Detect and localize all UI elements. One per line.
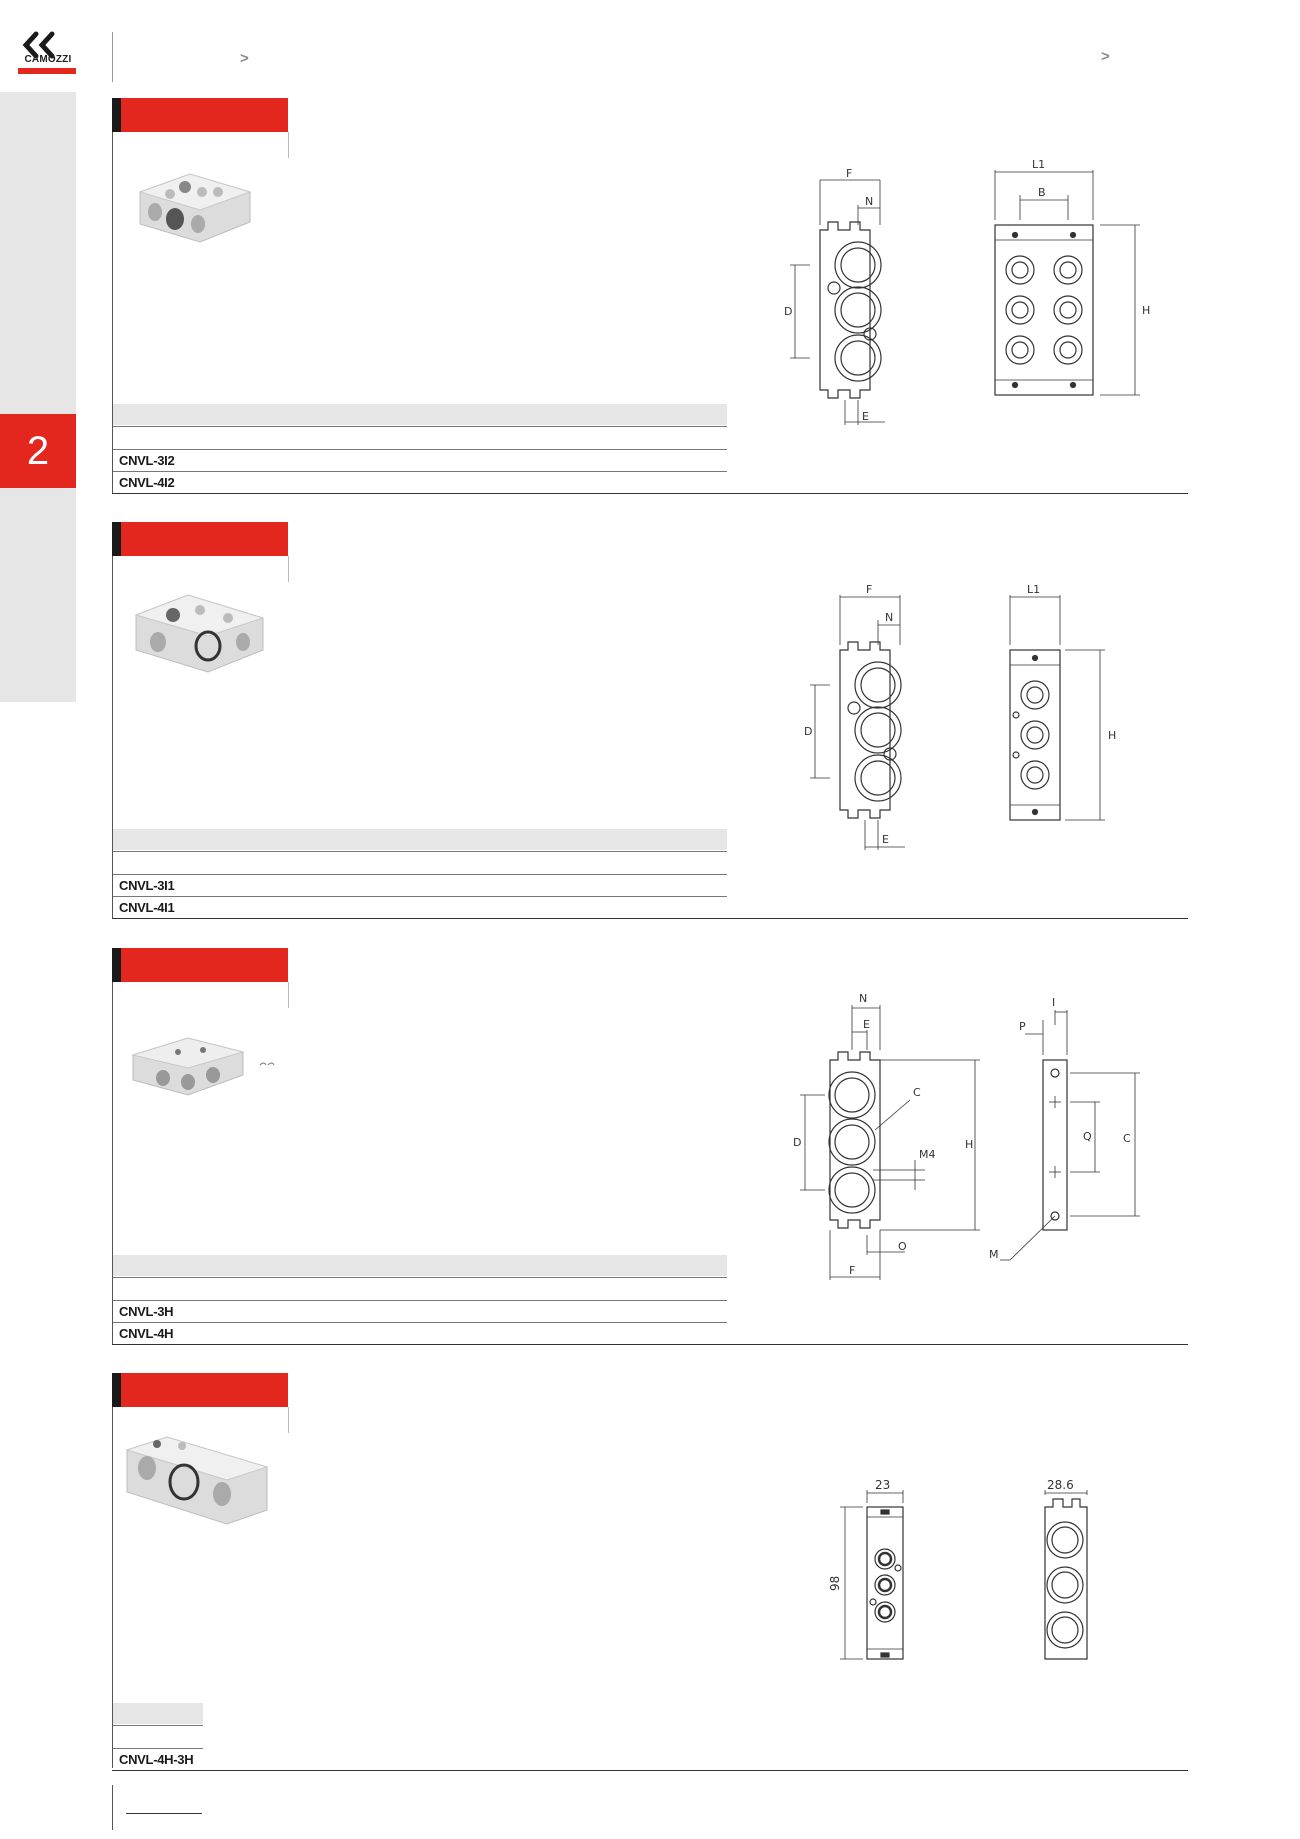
section-2-table-line xyxy=(113,874,727,875)
dim-label-i: I xyxy=(1052,996,1056,1009)
section-1-table-line xyxy=(113,449,727,450)
section-3-product-photo xyxy=(128,1030,278,1100)
section-2-table-header xyxy=(113,829,727,850)
section-3-table-header xyxy=(113,1255,727,1276)
section-1-table-header xyxy=(113,404,727,425)
section-1-product-photo xyxy=(130,162,260,257)
dim-label-e: E xyxy=(863,1018,870,1031)
section-4-product-photo xyxy=(122,1432,272,1532)
section-2-row-2: CNVL-4I1 xyxy=(119,900,175,915)
dim-label-l1: L1 xyxy=(1027,583,1041,596)
dim-label-p: P xyxy=(1019,1020,1026,1033)
section-4-table-line xyxy=(113,1725,203,1726)
section-1-table-line xyxy=(113,471,727,472)
section-1-technical-drawing xyxy=(770,150,1160,450)
section-3-vline xyxy=(112,948,113,1344)
section-3-table-line xyxy=(113,1322,727,1323)
footer-rule xyxy=(126,1813,202,1814)
section-3-table-line xyxy=(113,1277,727,1278)
dim-label-98: 98 xyxy=(828,1575,842,1591)
section-3-technical-drawing xyxy=(765,990,1165,1300)
dim-label-c2: C xyxy=(1123,1132,1131,1145)
section-4-table-line xyxy=(113,1748,203,1749)
dim-label-f: F xyxy=(866,583,873,596)
section-4-bottom-rule xyxy=(112,1770,1188,1771)
dim-label-e: E xyxy=(862,410,869,423)
section-4-table-header xyxy=(113,1703,203,1724)
brand-bar xyxy=(18,68,76,74)
dim-label-f: F xyxy=(846,167,853,180)
section-2-technical-drawing xyxy=(790,575,1130,855)
section-3-title-bar xyxy=(112,948,288,982)
section-1-bottom-rule xyxy=(112,493,1188,494)
dim-label-e: E xyxy=(882,833,889,846)
section-1-row-1: CNVL-3I2 xyxy=(119,453,175,468)
section-2-vline xyxy=(112,522,113,918)
section-2-title-bar xyxy=(112,522,288,556)
section-2-table-line xyxy=(113,896,727,897)
dim-label-c: C xyxy=(913,1086,921,1099)
header-divider xyxy=(112,32,113,82)
section-3-row-1: CNVL-3H xyxy=(119,1304,174,1319)
section-4-title-border xyxy=(288,1407,289,1433)
section-2-table-line xyxy=(113,851,727,852)
breadcrumb-chevron-left[interactable]: > xyxy=(240,50,249,67)
dim-label-n: N xyxy=(885,611,894,624)
dim-label-n: N xyxy=(865,195,874,208)
section-1-row-2: CNVL-4I2 xyxy=(119,475,175,490)
dim-label-23: 23 xyxy=(875,1478,891,1492)
dim-label-l1: L1 xyxy=(1032,158,1046,171)
brand-name: CAMOZZI xyxy=(24,54,72,65)
section-1-table-line xyxy=(113,426,727,427)
section-4-row-1: CNVL-4H-3H xyxy=(119,1752,194,1767)
dim-label-m: M xyxy=(989,1248,999,1261)
dim-label-o: O xyxy=(898,1240,907,1253)
dim-label-h: H xyxy=(1142,304,1151,317)
section-3-title-border xyxy=(288,982,289,1008)
section-1-title-border xyxy=(288,132,289,158)
dim-label-q: Q xyxy=(1083,1130,1092,1143)
section-2-product-photo xyxy=(128,580,268,680)
dim-label-n: N xyxy=(859,992,868,1005)
section-2-row-1: CNVL-3I1 xyxy=(119,878,175,893)
breadcrumb-chevron-right[interactable]: > xyxy=(1101,48,1110,65)
dim-label-f: F xyxy=(849,1264,856,1277)
dim-label-d: D xyxy=(784,305,793,318)
footer-vline xyxy=(112,1785,113,1830)
section-2-bottom-rule xyxy=(112,918,1188,919)
dim-label-d: D xyxy=(804,725,813,738)
section-1-vline xyxy=(112,98,113,494)
chapter-rail xyxy=(0,92,76,702)
section-4-title-bar xyxy=(112,1373,288,1407)
dim-label-h: H xyxy=(1108,729,1117,742)
chapter-tab[interactable]: 2 xyxy=(0,414,76,488)
section-4-technical-drawing xyxy=(825,1465,1125,1665)
dim-label-b: B xyxy=(1038,186,1046,199)
section-1-title-bar xyxy=(112,98,288,132)
section-3-table-line xyxy=(113,1300,727,1301)
dim-label-28-6: 28.6 xyxy=(1047,1478,1074,1492)
section-3-bottom-rule xyxy=(112,1344,1188,1345)
dim-label-h: H xyxy=(965,1138,974,1151)
section-2-title-border xyxy=(288,556,289,582)
dim-label-d: D xyxy=(793,1136,802,1149)
dim-label-m4: M4 xyxy=(919,1148,936,1161)
section-3-row-2: CNVL-4H xyxy=(119,1326,174,1341)
